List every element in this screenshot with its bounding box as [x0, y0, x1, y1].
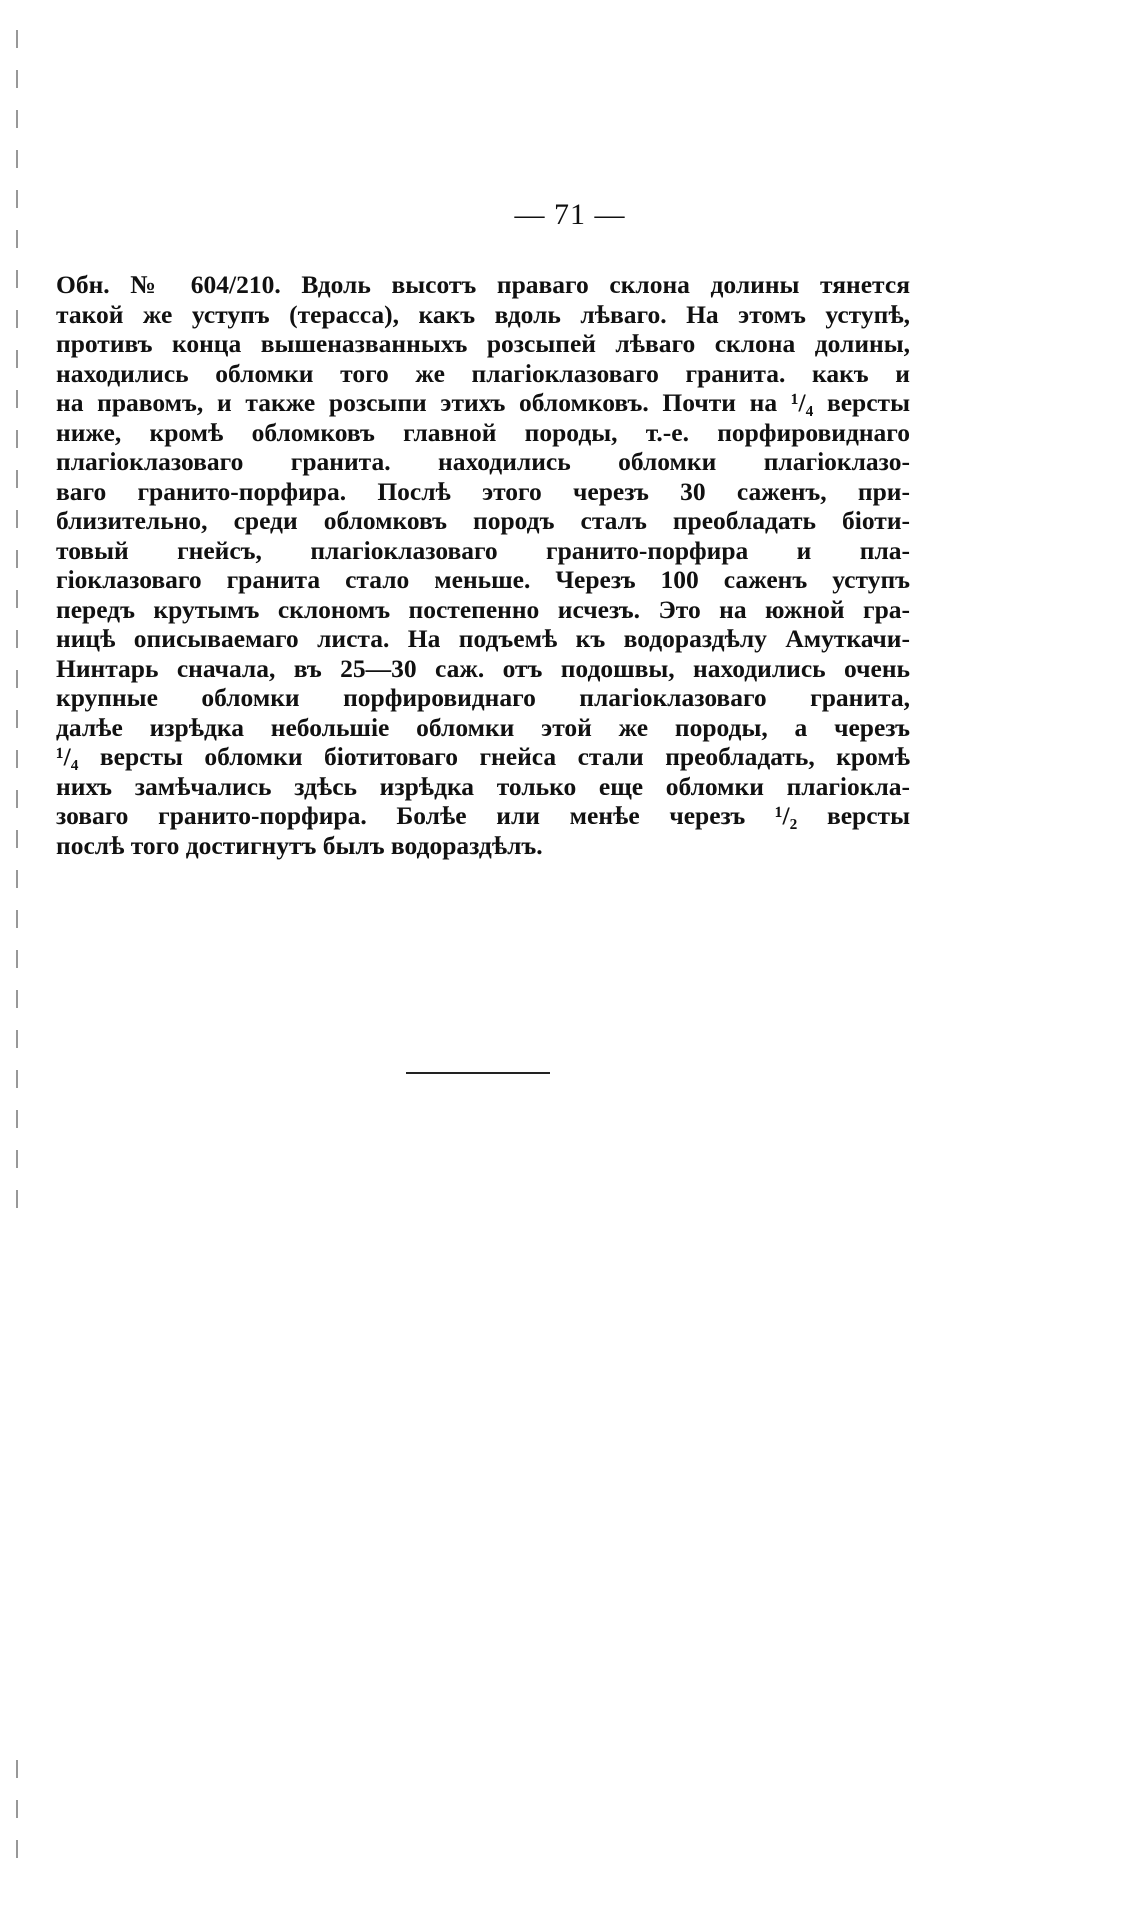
binding-edge-shadow-lower: [16, 1760, 18, 1880]
text-line: Обн. № 604/210. Вдоль высотъ праваго склона долины тянется: [56, 270, 910, 299]
text-line: крупные обломки порфировиднаго плагіоклазоваго гранита,: [56, 683, 910, 712]
text-line-last: послѣ того достигнутъ былъ водораздѣлъ.: [56, 830, 543, 860]
text-line: ницѣ описываемаго листа. На подъемѣ къ водораздѣлу Амуткачи-: [56, 624, 910, 653]
text-line: близительно, среди обломковъ породъ сталъ преобладать біоти-: [56, 506, 910, 535]
text-line: нихъ замѣчались здѣсь изрѣдка только еще обломки плагіокла-: [56, 771, 910, 801]
text-line: ниже, кромѣ обломковъ главной породы, т.-е. порфировиднаго: [56, 417, 910, 447]
text-line: противъ конца вышеназванныхъ розсыпей лѣваго склона долины,: [56, 329, 910, 358]
text-line: передъ крутымъ склономъ постепенно исчезъ. Это на южной гра-: [56, 594, 910, 624]
text-line: ваго гранито-порфира. Послѣ этого черезъ 30 саженъ, при-: [56, 476, 910, 506]
page-number: — 71 —: [514, 198, 626, 231]
text-line: плагіоклазоваго гранита. находились обломки плагіоклазо-: [56, 447, 910, 476]
text-line: находились обломки того же плагіоклазоваго гранита. какъ и: [56, 358, 910, 388]
text-line: такой же уступъ (терасса), какъ вдоль лѣваго. На этомъ уступѣ,: [56, 299, 910, 329]
text-line: зоваго гранито-порфира. Болѣе или менѣе черезъ ¹/₂ версты: [56, 801, 910, 830]
text-line: товый гнейсъ, плагіоклазоваго гранито-порфира и пла-: [56, 535, 910, 565]
text-line: на правомъ, и также розсыпи этихъ обломковъ. Почти на ¹/₄ версты: [56, 388, 910, 417]
section-end-rule: [406, 1072, 550, 1074]
text-line: далѣе изрѣдка небольшіе обломки этой же породы, а черезъ: [56, 712, 910, 742]
body-paragraph: [56, 270, 910, 860]
text-line: гіоклазоваго гранита стало меньше. Черезъ 100 саженъ уступъ: [56, 565, 910, 594]
text-line: Нинтарь сначала, въ 25—30 саж. отъ подошвы, находились очень: [56, 653, 910, 683]
text-line: ¹/₄ версты обломки біотитоваго гнейса стали преобладать, кромѣ: [56, 742, 910, 771]
